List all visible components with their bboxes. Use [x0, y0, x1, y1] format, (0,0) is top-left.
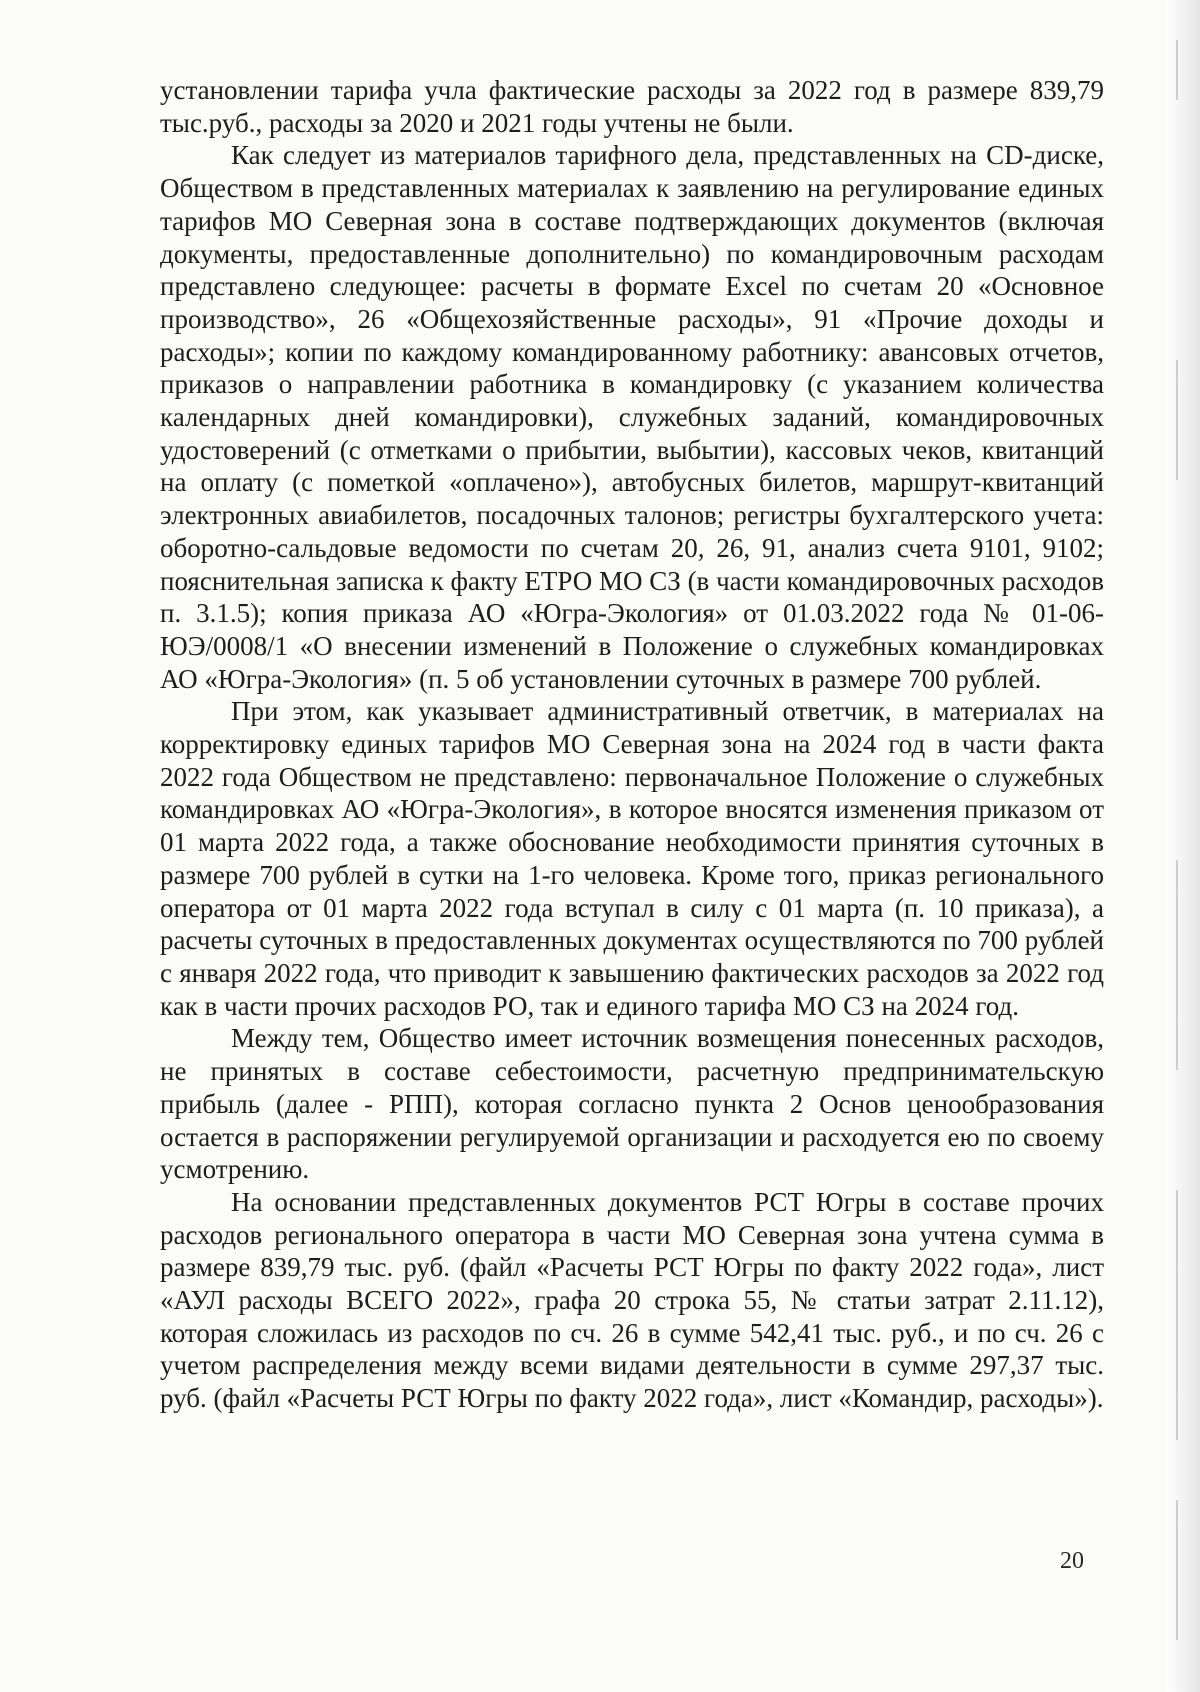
scan-artifact	[1176, 360, 1178, 480]
paragraph-respondent: При этом, как указывает административный ответчик, в материалах на корректировку единых тарифов МО Северная зона на 2024 год в части факта 2022 года Обществом не представлено: первоначальное Положение о служебных командировках АО «Югра-Экология», в которое вносятся изменения приказом от 01 марта 2022 года, а также обоснование необходимости принятия суточных в размере 700 рублей в сутки на 1-го человека. Кроме того, приказ регионального оператора от 01 марта 2022 года вступал в силу с 01 марта (п. 10 приказа), а расчеты суточных в предоставленных документах осуществляются по 700 рублей с января 2022 года, что приводит к завышению фактических расходов за 2022 год как в части прочих расходов РО, так и единого тарифа МО СЗ на 2024 год.	[160, 696, 1104, 1021]
paragraph-continuation: установлении тарифа учла фактические расходы за 2022 год в размере 839,79 тыс.руб., расходы за 2020 и 2021 годы учтены не были.	[160, 75, 1104, 138]
paragraph-rst-calculation: На основании представленных документов РСТ Югры в составе прочих расходов регионального оператора в части МО Северная зона учтена сумма в размере 839,79 тыс. руб. (файл «Расчеты РСТ Югры по факту 2022 года», лист «АУЛ расходы ВСЕГО 2022», графа 20 строка 55, № статьи затрат 2.11.12), которая сложилась из расходов по сч. 26 в сумме 542,41 тыс. руб., и по сч. 26 с учетом распределения между всеми видами деятельности в сумме 297,37 тыс. руб. (файл «Расчеты РСТ Югры по факту 2022 года», лист «Командир, расходы»).	[160, 1186, 1104, 1414]
scan-artifact	[1176, 40, 1178, 100]
paragraph-materials: Как следует из материалов тарифного дела, представленных на CD-диске, Обществом в представленных материалах к заявлению на регулирование единых тарифов МО Северная зона в составе подтверждающих документов (включая документы, предоставленные дополнительно) по командировочным расходам представлено следующее: расчеты в формате Excel по счетам 20 «Основное производство», 26 «Общехозяйственные расходы», 91 «Прочие доходы и расходы»; копии по каждому командированному работнику: авансовых отчетов, приказов о направлении работника в командировку (с указанием количества календарных дней командировки), служебных заданий, командировочных удостоверений (с отметками о прибытии, выбытии), кассовых чеков, квитанций на оплату (с пометкой «оплачено»), автобусных билетов, маршрут-квитанций электронных авиабилетов, посадочных талонов; регистры бухгалтерского учета: оборотно-сальдовые ведомости по счетам 20, 26, 91, анализ счета 9101, 9102; пояснительная записка к факту ЕТРО МО СЗ (в части командировочных расходов п. 3.1.5); копия приказа АО «Югра-Экология» от 01.03.2022 года № 01-06- ЮЭ/0008/1 «О внесении изменений в Положение о служебных командировках АО «Югра-Экология» (п. 5 об установлении суточных в размере 700 рублей.	[160, 140, 1104, 694]
scan-artifact	[1176, 1190, 1178, 1440]
scan-artifact	[1176, 860, 1178, 1070]
scan-edge-shadow	[1166, 0, 1200, 1692]
page-number: 20	[1060, 1548, 1084, 1574]
scan-artifact	[1176, 1500, 1178, 1640]
paragraph-rpp: Между тем, Общество имеет источник возмещения понесенных расходов, не принятых в составе себестоимости, расчетную предпринимательскую прибыль (далее - РПП), которая согласно пункта 2 Основ ценообразования остается в распоряжении регулируемой организации и расходуется ею по своему усмотрению.	[160, 1023, 1104, 1185]
document-body	[160, 74, 1104, 1415]
